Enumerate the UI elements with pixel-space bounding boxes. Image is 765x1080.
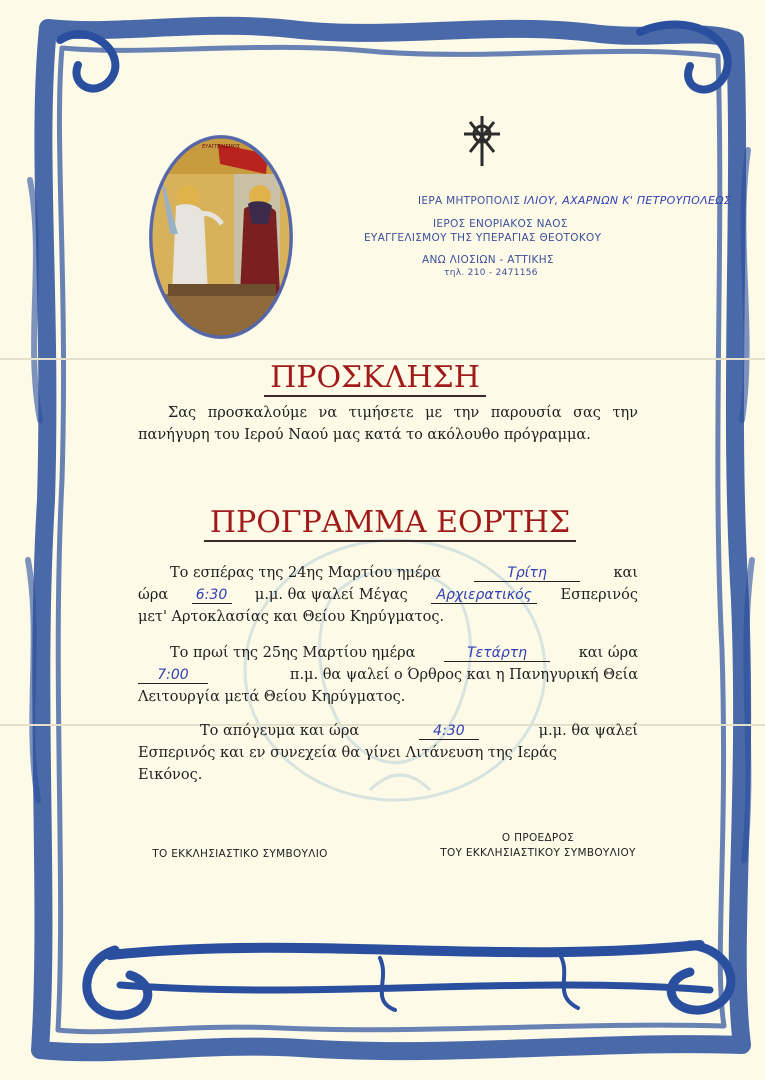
parish-line-2: ΕΥΑΓΓΕΛΙΣΜΟΥ ΤΗΣ ΥΠΕΡΑΓΙΑΣ ΘΕΟΤΟΚΟΥ xyxy=(364,232,602,244)
p3-text-b: μ.μ. θα ψαλεί xyxy=(538,723,638,739)
program-paragraph-1 xyxy=(138,562,638,628)
invitation-text-body: Σας προσκαλούμε να τιμήσετε με την παρουσία σας την πανήγυρη του Ιερού Ναού μας κατά το ακόλουθο πρόγραμμα. xyxy=(138,405,638,443)
program-paragraph-3 xyxy=(138,720,638,786)
p1-day-field: Τρίτη xyxy=(474,566,580,582)
p1-text-f: μετ' Αρτοκλασίας και Θείου Κηρύγματος. xyxy=(138,609,445,625)
p1-text-b: και xyxy=(613,565,638,581)
p1-type-field: Αρχιερατικός xyxy=(431,588,537,604)
signature-right-line-1: Ο ΠΡΟΕΔΡΟΣ xyxy=(501,832,575,844)
metropolis-handwritten: ΙΛΙΟΥ, ΑΧΑΡΝΩΝ Κ' ΠΕΤΡΟΥΠΟΛΕΩΣ xyxy=(523,194,732,207)
p1-text-a: Το εσπέρας της 24ης Μαρτίου ημέρα xyxy=(170,565,441,581)
metropolis-prefix: ΙΕΡΑ ΜΗΤΡΟΠΟΛΙΣ xyxy=(418,195,521,207)
p3-text-c: Εσπερινός και εν συνεχεία θα γίνει Λιτάνευση της Ιεράς xyxy=(138,745,558,761)
p2-text-d: Λειτουργία μετά Θείου Κηρύγματος. xyxy=(138,689,406,705)
location-line: ΑΝΩ ΛΙΟΣΙΩΝ - ΑΤΤΙΚΗΣ xyxy=(422,254,554,266)
p2-text-c: π.μ. θα ψαλεί ο Όρθρος και η Πανηγυρική Θεία xyxy=(289,667,638,683)
program-title-text: ΠΡΟΓΡΑΜΜΑ ΕΟΡΤΗΣ xyxy=(204,505,576,542)
program-title xyxy=(200,505,580,542)
p1-text-c: ώρα xyxy=(138,587,169,603)
p2-text-a: Το πρωί της 25ης Μαρτίου ημέρα xyxy=(170,645,416,661)
annunciation-icon xyxy=(148,134,294,340)
p2-day-field: Τετάρτη xyxy=(444,646,550,662)
signature-right-line-2: ΤΟΥ ΕΚΚΛΗΣΙΑΣΤΙΚΟΥ ΣΥΜΒΟΥΛΙΟΥ xyxy=(440,847,636,859)
p1-text-e: Εσπερινός xyxy=(560,587,638,603)
metropolis-line xyxy=(418,194,731,207)
phone-line: τηλ. 210 - 2471156 xyxy=(444,268,538,278)
invitation-title-text: ΠΡΟΣΚΛΗΣΗ xyxy=(264,360,486,397)
p3-text-d: Εικόνος. xyxy=(138,767,203,783)
invitation-title xyxy=(250,360,500,397)
p2-text-b: και ώρα xyxy=(578,645,638,661)
p3-time-field: 4:30 xyxy=(419,724,479,740)
invitation-text xyxy=(138,402,638,446)
signature-right xyxy=(418,832,658,859)
parish-line-1: ΙΕΡΟΣ ΕΝΟΡΙΑΚΟΣ ΝΑΟΣ xyxy=(433,218,568,230)
p3-text-a: Το απόγευμα και ώρα xyxy=(200,723,360,739)
icon-caption: ΕΥΑΓΓΕΛΙΣΜΟΣ xyxy=(202,144,240,150)
signature-left: ΤΟ ΕΚΚΛΗΣΙΑΣΤΙΚΟ ΣΥΜΒΟΥΛΙΟ xyxy=(152,848,328,860)
p1-text-d: μ.μ. θα ψαλεί Μέγας xyxy=(254,587,408,603)
cross-emblem-icon xyxy=(458,112,506,170)
program-paragraph-2 xyxy=(138,642,638,708)
p2-time-field: 7:00 xyxy=(138,668,208,684)
p1-time-field: 6:30 xyxy=(192,588,232,604)
